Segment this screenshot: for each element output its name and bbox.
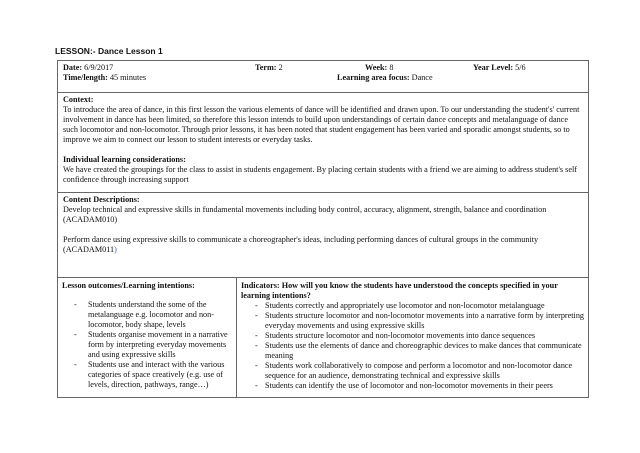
indicators-heading: Indicators: How will you know the students have understood the concepts specified in your learning intentions? — [241, 281, 558, 300]
outcome-item: - Students use and interact with the various categories of space creatively (e.g. use of levels, direction, pathways, range…) — [62, 360, 232, 390]
indicators-column — [237, 278, 588, 397]
date-field: Date: 6/9/2017 — [63, 63, 114, 72]
context-text: To introduce the area of dance, in this first lesson the various elements of dance will be identified and drawn upon. To our understanding the student's' current involvement in dance has been limited, so therefore this lesson intends to build upon understandings of certain dance concepts and metalanguage of dance such locomotor and non-locomotor. Through prior lessons, it has been noted that student engagement has been varied and sporadic amongst students, so to improve we aim to connect our lesson to student interests or everyday tasks. — [63, 105, 580, 144]
indicator-item: - Students use the elements of dance and choreographic devices to make dances that communicate meaning — [241, 341, 584, 361]
focus-field: Learning area focus: Dance — [337, 73, 433, 82]
context-section — [58, 93, 588, 193]
content-d2-link[interactable]: ) — [114, 245, 117, 254]
indicator-item: - Students can identify the use of locomotor and non-locomotor movements in their peers — [241, 381, 584, 391]
outcomes-row — [58, 278, 588, 397]
outcome-item: - Students understand the some of the metalanguage e.g. locomotor and non-locomotor, body shape, levels — [62, 300, 232, 330]
indicator-item: - Students correctly and appropriately use locomotor and non-locomotor metalanguage — [241, 301, 584, 311]
ilc-heading: Individual learning considerations: — [63, 155, 186, 164]
indicator-item: - Students work collaboratively to compose and perform a locomotor and non-locomotor dance sequence for an audience, demonstrating technical and expressive skills — [241, 361, 584, 381]
content-d2-code: (ACADAM011 — [63, 245, 115, 254]
header-row — [58, 61, 588, 93]
content-d2: Perform dance using expressive skills to communicate a choreographer's ideas, including performing dances of cultural groups in the community — [63, 235, 539, 244]
indicator-item: - Students structure locomotor and non-locomotor movements into a narrative form by interpreting everyday movements and using expressive skills — [241, 311, 584, 331]
outcome-item: - Students organise movement in a narrative form by interpreting everyday movements and using expressive skills — [62, 330, 232, 360]
year-field: Year Level: 5/6 — [473, 63, 526, 72]
lesson-plan-table — [57, 60, 589, 398]
context-heading: Context: — [63, 95, 94, 104]
week-field: Week: 8 — [365, 63, 394, 72]
time-field: Time/length: 45 minutes — [63, 73, 147, 82]
outcomes-column — [58, 278, 237, 397]
content-d1: Develop technical and expressive skills in fundamental movements including body control, accuracy, alignment, strength, balance and coordination — [63, 205, 547, 214]
indicator-item: - Students structure locomotor and non-locomotor movements into dance sequences — [241, 331, 584, 341]
lesson-title: LESSON:- Dance Lesson 1 — [55, 46, 163, 56]
term-field: Term: 2 — [255, 63, 283, 72]
content-d1-code: (ACADAM010) — [63, 215, 118, 224]
outcomes-heading: Lesson outcomes/Learning intentions: — [62, 281, 195, 290]
content-section — [58, 193, 588, 278]
ilc-text: We have created the groupings for the class to assist in students engagement. By placing certain students with a friend we are aiming to address student's self confidence through increasing support — [63, 165, 577, 184]
content-heading: Content Descriptions: — [63, 195, 140, 204]
